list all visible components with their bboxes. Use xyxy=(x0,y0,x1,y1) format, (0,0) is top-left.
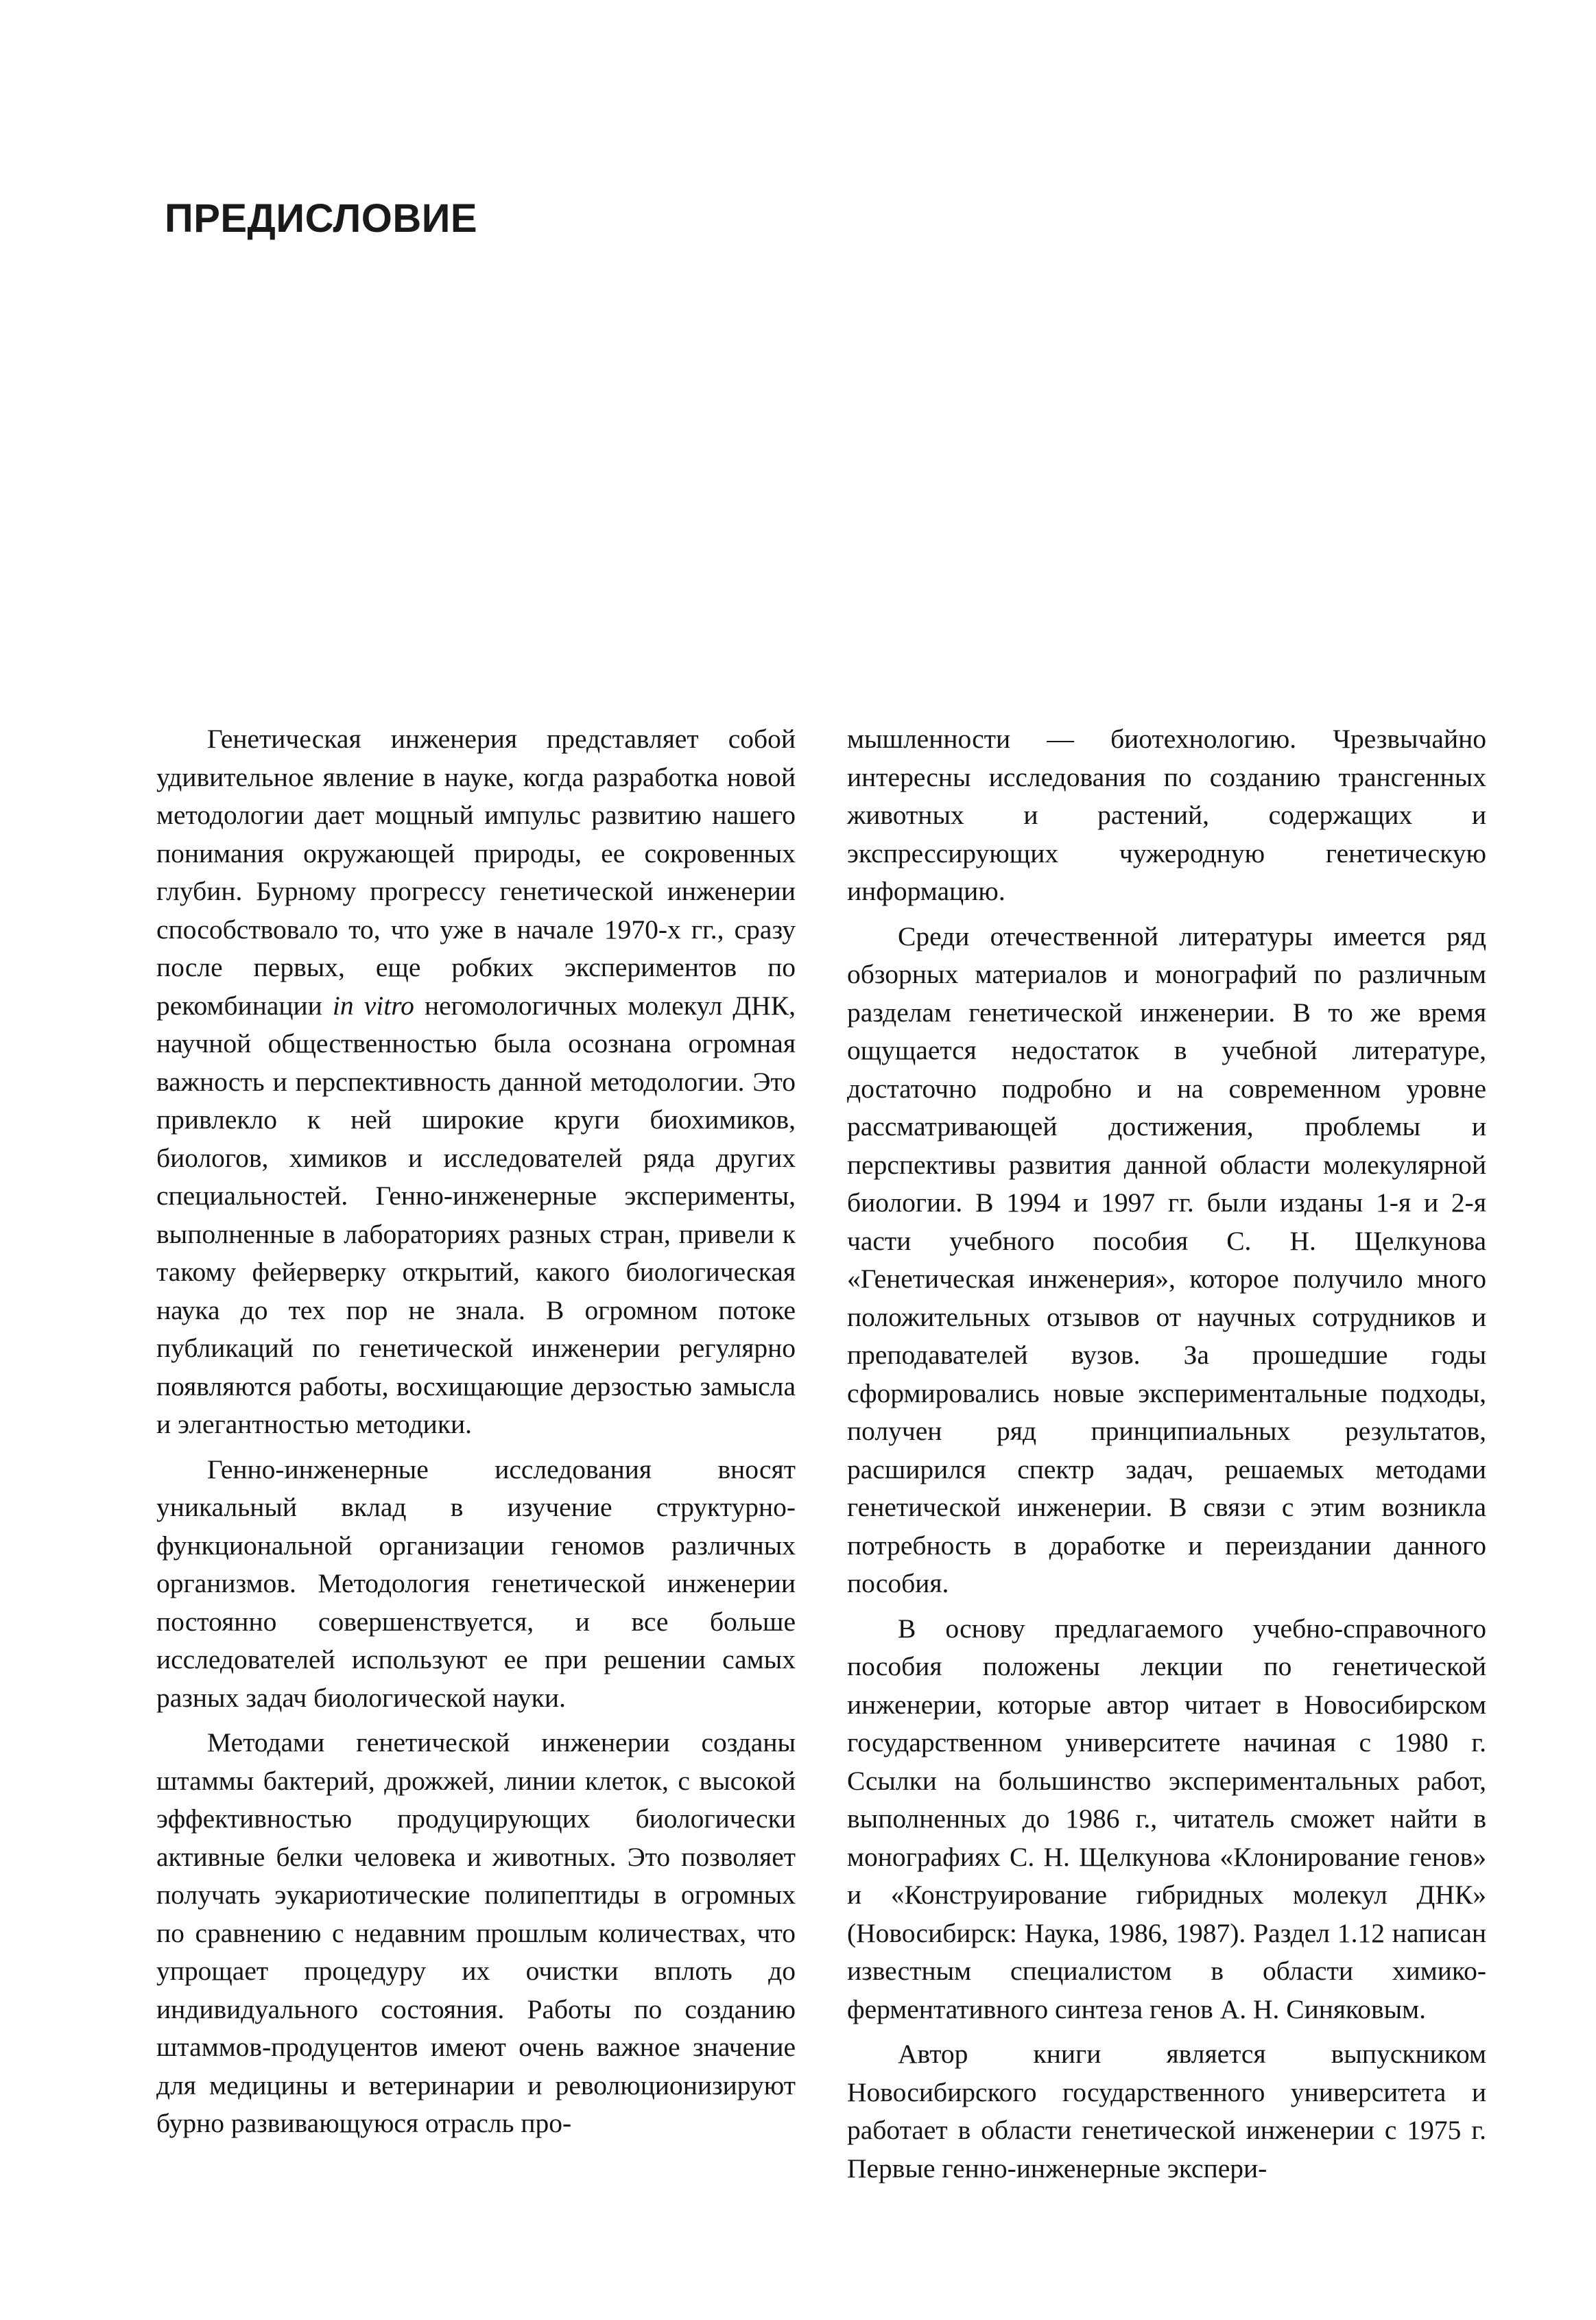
page-title: ПРЕДИСЛОВИЕ xyxy=(165,196,478,241)
paragraph: Автор книги является выпускником Новосибирского государственного университета и работает в области генетической инженерии с 1975 г. Первые генно-инженерные экспери- xyxy=(847,2039,1486,2183)
paragraph: Методами генетической инженерии созданы штаммы бактерий, дрожжей, линии клеток, с высокой эффективностью продуцирующих биологически активные белки человека и животных. Это позволяет получать эукариотические полипептиды в огромных по сравнению с недавним прошлым количествах, что упрощает процедуру их очистки вплоть до индивидуального состояния. Работы по созданию штаммов-продуцентов имеют очень важное значение для медицины и ветеринарии и революционизируют бурно развивающуюся отрасль про- xyxy=(156,1727,796,2138)
right-column xyxy=(847,720,1486,2188)
paragraph xyxy=(156,720,796,1444)
paragraph: В основу предлагаемого учебно-справочного пособия положены лекции по генетической инженерии, которые автор читает в Новосибирском государственном университете начиная с 1980 г. Ссылки на большинство экспериментальных работ, выполненных до 1986 г., читатель сможет найти в монографиях С. Н. Щелкунова «Клонирование генов» и «Конструирование гибридных молекул ДНК» (Новосибирск: Наука, 1986, 1987). Раздел 1.12 написан известным специалистом в области химико-ферментативного синтеза генов А. Н. Синяковым. xyxy=(847,1613,1486,2024)
paragraph-text: Генетическая инженерия представляет собой удивительное явление в науке, когда разработка новой методологии дает мощный импульс развитию нашего понимания окружающей природы, ее сокровенных глубин. Бурному прогрессу генетической инженерии способствовало то, что уже в начале 1970-х гг., сразу после первых, еще робких экспериментов по рекомбинации xyxy=(156,724,796,1021)
paragraph-continuation: мышленности — биотехнологию. Чрезвычайно интересны исследования по созданию трансгенных животных и растений, содержащих и экспрессирующих чужеродную генетическую информацию. xyxy=(847,724,1486,906)
left-column xyxy=(156,720,796,2143)
paragraph: Среди отечественной литературы имеется ряд обзорных материалов и монографий по различным разделам генетической инженерии. В то же время ощущается недостаток в учебной литературе, достаточно подробно и на современном уровне рассматривающей достижения, проблемы и перспективы развития данной области молекулярной биологии. В 1994 и 1997 гг. были изданы 1-я и 2-я части учебного пособия С. Н. Щелкунова «Генетическая инженерия», которое получило много положительных отзывов от научных сотрудников и преподавателей вузов. За прошедшие годы сформировались новые экспериментальные подходы, получен ряд принципиальных результатов, расширился спектр задач, решаемых методами генетической инженерии. В связи с этим возникла потребность в доработке и переиздании данного пособия. xyxy=(847,921,1486,1598)
paragraph: Генно-инженерные исследования вносят уникальный вклад в изучение структурно-функциональной организации геномов различных организмов. Методология генетической инженерии постоянно совершенствуется, и все больше исследователей используют ее при решении самых разных задач биологической науки. xyxy=(156,1454,796,1713)
paragraph-text: негомологичных молекул ДНК, научной общественностью была осознана огромная важность и перспективность данной методологии. Это привлекло к ней широкие круги биохимиков, биологов, химиков и исследователей ряда других специальностей. Генно-инженерные эксперименты, выполненные в лабораториях разных стран, привели к такому фейерверку открытий, какого биологическая наука до тех пор не знала. В огромном потоке публикаций по генетической инженерии регулярно появляются работы, восхищающие дерзостью замысла и элегантностью методики. xyxy=(156,990,796,1439)
italic-term: in vitro xyxy=(332,990,414,1021)
